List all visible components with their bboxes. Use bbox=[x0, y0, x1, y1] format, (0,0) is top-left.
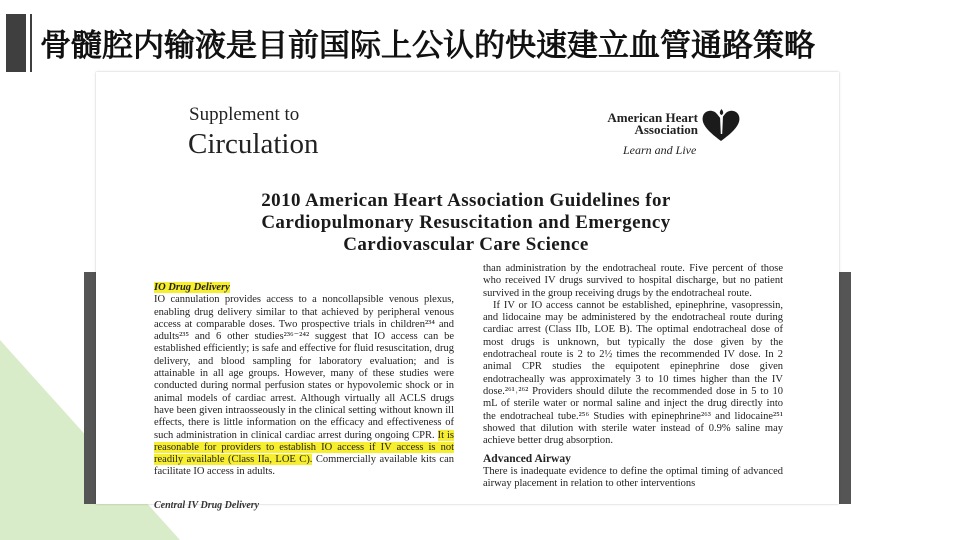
right-column bbox=[483, 263, 783, 490]
aha-name-line2: Association bbox=[634, 122, 698, 137]
supplement-label: Supplement to bbox=[189, 104, 300, 125]
title-accent-bar bbox=[6, 14, 26, 72]
headline-line-2: Cardiopulmonary Resuscitation and Emergency bbox=[261, 212, 671, 233]
headline-line-1: 2010 American Heart Association Guidelines for bbox=[261, 190, 671, 211]
left-paragraph-end: Commercially available kits can facilitate IO access in adults. bbox=[154, 454, 455, 478]
guideline-headline bbox=[156, 190, 776, 256]
highlighted-recommendation: It is reasonable for providers to establish IO access if IV access is not readily available (Class IIa, LOE C). bbox=[154, 429, 454, 466]
title-accent-line bbox=[30, 14, 32, 72]
slide-title: 骨髓腔内输液是目前国际上公认的快速建立血管通路策略 bbox=[40, 28, 815, 64]
left-paragraph: IO cannulation provides access to a noncollapsible venous plexus, enabling drug delivery similar to that achieved by peripheral venous access at comparable doses. Two prospective trials in children²³⁴ and adults²³⁵ and 6 other studies²³⁶⁻²⁴² suggest that IO access can be established efficiently; is safe and effective for fluid resuscitation, drug delivery, and blood sampling for laboratory evaluation; and is attainable in all age groups. However, many of these studies were conducted during normal perfusion states or hypovolemic shock or in animal models of cardiac arrest. Although virtually all ACLS drugs have been given intraosseously in the clinical setting without known ill effects, there is little information on the efficacy and effectiveness of such administration in clinical cardiac arrest during ongoing CPR. bbox=[154, 294, 454, 441]
aha-name-line1: American Heart bbox=[607, 110, 698, 125]
io-drug-delivery-heading: IO Drug Delivery bbox=[154, 282, 230, 293]
right-paragraph-1: If IV or IO access cannot be established, epinephrine, vasopressin, and lidocaine may be administered by the endotracheal route during cardiac arrest (Class IIb, LOE B). The optimal endotracheal dose of most drugs is unknown, but typically the dose given by the endotracheal route is 2 to 2½ times the recommended IV dose. In 2 animal CPR studies the equipotent epinephrine dose given endotracheally was approximately 3 to 10 times higher than the IV dose.²⁶¹˒²⁶² Providers should dilute the recommended dose in 5 to 10 mL of sterile water or normal saline and inject the drug directly into the endotracheal tube.²⁵⁶ Studies with epinephrine²⁶³ and lidocaine²⁵¹ showed that dilution with sterile water instead of 0.9% saline may achieve better drug absorption. bbox=[483, 299, 783, 447]
left-column bbox=[154, 282, 454, 479]
right-paragraph-2: There is inadequate evidence to define the optimal timing of advanced airway placement in relation to other interventions bbox=[483, 465, 783, 490]
guideline-document-image bbox=[96, 72, 839, 511]
aha-heart-torch-icon bbox=[700, 108, 742, 142]
aha-tagline: Learn and Live bbox=[623, 143, 697, 157]
journal-title: Circulation bbox=[188, 128, 319, 160]
right-frame-bar bbox=[839, 272, 851, 504]
left-frame-bar bbox=[84, 272, 96, 504]
headline-line-3: Cardiovascular Care Science bbox=[343, 234, 589, 255]
central-iv-heading-cut: Central IV Drug Delivery bbox=[154, 500, 260, 511]
advanced-airway-heading: Advanced Airway bbox=[483, 453, 571, 466]
aha-name bbox=[588, 112, 698, 136]
right-paragraph-0: than administration by the endotracheal route. Five percent of those who received IV drugs survived to hospital discharge, but no patient survived in the group receiving drugs by the endotracheal route. bbox=[483, 263, 783, 299]
